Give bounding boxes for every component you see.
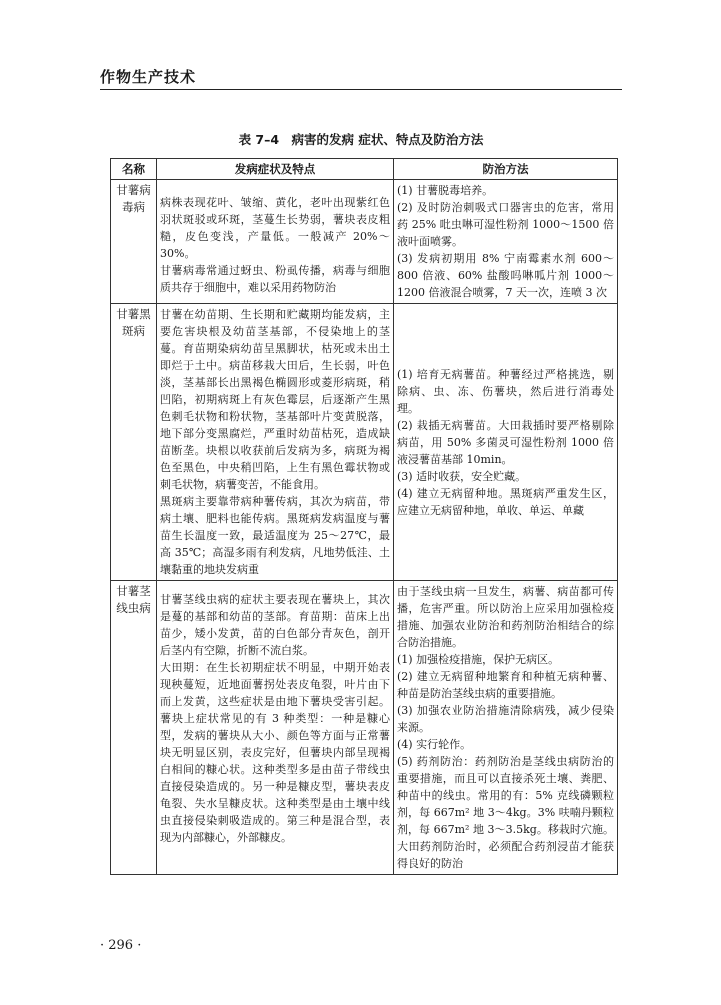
running-header-title: 作物生产技术 (100, 68, 197, 86)
symptom-paragraph: 病株表现花叶、皱缩、黄化，老叶出现紫红色羽状斑驳或环斑，茎蔓生长势弱，薯块表皮粗糙，皮色变浅，产量低。一般减产 20%～30%。 (160, 196, 390, 260)
control-item: (2) 建立无病留种地繁育和种植无病种薯、种苗是防治茎线虫病的重要措施。 (397, 670, 614, 700)
control-item: (3) 适时收获，安全贮藏。 (397, 469, 527, 483)
table-row (111, 581, 618, 875)
table-header-row (111, 159, 618, 180)
control-cell (394, 304, 618, 581)
symptom-paragraph: 黑斑病主要靠带病种薯传病，其次为病苗，带病土壤、肥料也能传病。黑斑病发病温度与薯苗生长温度一致，最适温度为 25～27℃，最高 35℃；高湿多雨有利发病，凡地势低洼、土壤黏重的地块发病重 (160, 495, 390, 576)
control-item: (1) 加强检疫措施，保护无病区。 (397, 653, 560, 666)
column-header-symptoms: 发病症状及特点 (157, 159, 394, 180)
symptom-paragraph: 甘薯茎线虫病的症状主要表现在薯块上，其次是蔓的基部和幼苗的茎部。育苗期：苗床上出苗少，矮小发黄，苗的白色部分青灰色，剖开后茎内有空隙，折断不流白浆。 (160, 593, 390, 657)
symptoms-cell (157, 304, 394, 581)
page-number: · 296 · (100, 938, 142, 953)
control-item: (5) 药剂防治：药剂防治是茎线虫病防治的重要措施，而且可以直接杀死土壤、粪肥、种苗中的线虫。常用的有：5% 克线磷颗粒剂，每 667m² 地 3～4kg。3% 呋喃丹颗粒剂，每 667m² 地 3～3.5kg。移栽时穴施。大田药剂防治时，必须配合药剂浸苗才能获得良好的防治 (397, 755, 614, 870)
column-header-name: 名称 (111, 159, 157, 180)
control-item: (1) 甘薯脱毒培养。 (397, 184, 494, 197)
control-item: (2) 及时防治刺吸式口器害虫的危害，常用药 25% 吡虫啉可湿性粉剂 1000～1500 倍液叶面喷雾。 (397, 201, 614, 248)
symptom-paragraph: 大田期：在生长初期症状不明显，中期开始表现秧蔓短，近地面薯拐处表皮龟裂，叶片由下而上发黄，这些症状是由地下薯块受害引起。薯块上症状常见的有 3 种类型：一种是糠心型，发病的薯块从大小、颜色等方面与正常薯块无明显区别，表皮完好，但薯块内部呈现褐白相间的糠心状。这种类型多是由苗子带线虫直接侵染造成的。另一种是糠皮型，薯块表皮龟裂、失水呈糠皮状。这种类型是由土壤中线虫直接侵染刺吸造成的。第三种是混合型，表现为内部糠心，外部糠皮。 (160, 661, 390, 844)
disease-name: 甘薯茎线虫病 (111, 581, 157, 875)
control-item: (1) 培育无病薯苗。种薯经过严格挑选，剔除病、虫、冻、伤薯块，然后进行消毒处理。 (397, 367, 614, 415)
disease-name: 甘薯黑斑病 (111, 304, 157, 581)
column-header-control: 防治方法 (394, 159, 618, 180)
header-divider (100, 89, 622, 90)
disease-table (110, 158, 618, 875)
disease-name: 甘薯病毒病 (111, 180, 157, 304)
symptoms-cell (157, 180, 394, 304)
table-row (111, 180, 618, 304)
control-cell (394, 581, 618, 875)
control-item: (3) 发病初期用 8% 宁南霉素水剂 600～800 倍液、60% 盐酸吗啉呱片剂 1000～1200 倍液混合喷雾，7 天一次，连喷 3 次 (397, 252, 614, 299)
table-caption: 表 7–4 病害的发病 症状、特点及防治方法 (238, 132, 484, 147)
symptom-paragraph: 甘薯病毒常通过蚜虫、粉虱传播，病毒与细胞质共存于细胞中，难以采用药物防治 (160, 264, 390, 294)
control-item: (4) 建立无病留种地。黑斑病严重发生区，应建立无病留种地，单收、单运、单藏 (397, 486, 614, 517)
symptoms-cell (157, 581, 394, 875)
symptom-paragraph: 甘薯在幼苗期、生长期和贮藏期均能发病，主要危害块根及幼苗茎基部，不侵染地上的茎蔓。育苗期染病幼苗呈黑脚状，枯死或未出土即烂于土中。病苗移栽大田后，生长弱，叶色淡，茎基部长出黑褐色椭圆形或菱形病斑，稍凹陷，初期病斑上有灰色霉层，后逐渐产生黑色刺毛状物和粉状物，茎基部叶片变黄脱落，地下部分变黑腐烂，严重时幼苗枯死，造成缺苗断垄。块根以收获前后发病为多，病斑为褐色至黑色，中央稍凹陷，上生有黑色霉状物或刺毛状物，病薯变苦，不能食用。 (160, 308, 390, 491)
table-row (111, 304, 618, 581)
control-item: (3) 加强农业防治措施清除病残，减少侵染来源。 (397, 704, 614, 734)
control-cell (394, 180, 618, 304)
control-item: (4) 实行轮作。 (397, 738, 472, 751)
control-item: (2) 栽插无病薯苗。大田栽插时要严格剔除病苗，用 50% 多菌灵可湿性粉剂 1000 倍液浸薯苗基部 10min。 (397, 418, 614, 466)
control-item: 由于茎线虫病一旦发生，病薯、病苗都可传播，危害严重。所以防治上应采用加强检疫措施、加强农业防治和药剂防治相结合的综合防治措施。 (397, 585, 614, 649)
